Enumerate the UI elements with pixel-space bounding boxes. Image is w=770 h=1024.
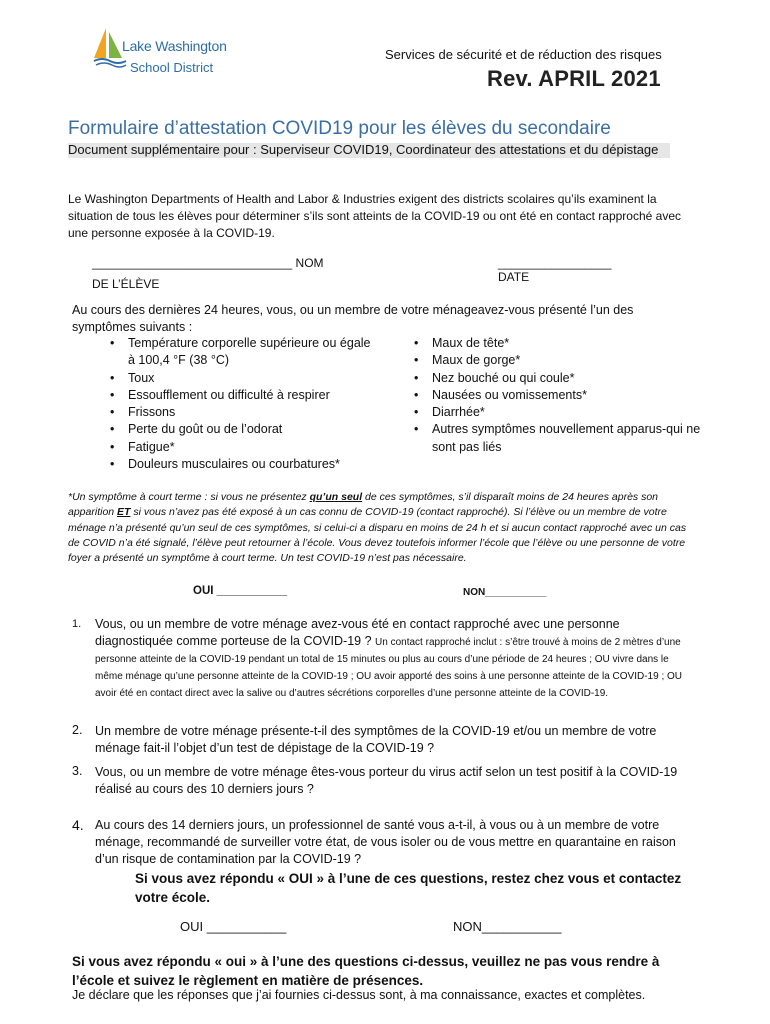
no-answer-field-2[interactable]: NON___________	[453, 919, 562, 934]
stay-home-instruction: Si vous avez répondu « OUI » à l’une de ces questions, restez chez vous et contactez votre école.	[135, 871, 682, 905]
district-logo	[92, 26, 232, 81]
intro-paragraph: Le Washington Departments of Health and Labor & Industries exigent des districts scolaires qu’ils examinent la situation de tous les élèves pour déterminer s’ils sont atteints de la COVID-19 ou ont été en contact rapproché avec une personne exposée à la COVID-19.	[68, 192, 682, 240]
question-1-detail: Un contact rapproché inclut : s’être trouvé à moins de 2 mètres d’une personne atteinte de la COVID-19 pendant un total de 15 minutes ou plus au cours d’une période de 24 heures ; OU vivre dans le même ménage qu’une personne atteinte de la COVID-19 ; OU avoir apporté des soins à une personne atteinte de la COVID-19 ; OU avoir été en contact direct avec la salive ou d’autres sécrétions corporelles d’une personne atteinte de la COVID-19.	[95, 637, 682, 699]
declaration-statement: Je déclare que les réponses que j’ai fournies ci-dessus sont, à ma connaissance, exactes et complètes.	[72, 988, 646, 1002]
list-item: • Douleurs musculaires ou courbatures*	[102, 456, 372, 473]
student-name-field[interactable]: ______________________________ NOM	[92, 256, 324, 270]
yes-answer-field-1[interactable]: OUI ___________	[193, 585, 287, 597]
question-4: Au cours des 14 derniers jours, un professionnel de santé vous a-t-il, à vous ou à un membre de votre ménage, recommandé de surveiller votre état, de vous isoler ou de vous mettre en quarantaine en raison d’un risque de contamination par la COVID-19 ?	[95, 818, 676, 866]
no-answer-field-1[interactable]: NON___________	[463, 587, 547, 598]
date-field[interactable]: _________________	[498, 256, 612, 270]
question-3: Vous, ou un membre de votre ménage êtes-vous porteur du virus actif selon un test positif à la COVID-19 réalisé au cours des 10 derniers jours ?	[95, 765, 678, 796]
revision-label: Rev. APRIL 2021	[487, 66, 661, 91]
list-item: • Perte du goût ou de l’odorat	[102, 421, 372, 438]
question-3-number: 3.	[72, 764, 83, 778]
note-text: *Un symptôme à court terme : si vous ne présentez	[68, 491, 310, 503]
list-item: • Nausées ou vomissements*	[406, 387, 706, 404]
question-1-text: Vous, ou un membre de votre ménage avez-vous été en contact rapproché avec une personne diagnostiquée comme porteuse de la COVID-19 ?	[95, 617, 620, 648]
list-item: • Température corporelle supérieure ou égale à 100,4 °F (38 °C)	[102, 335, 372, 370]
symptoms-list-right	[406, 335, 706, 456]
logo-line2: School District	[130, 60, 214, 75]
list-item: • Nez bouché ou qui coule*	[406, 370, 706, 387]
symptoms-list-left	[102, 335, 372, 473]
question-2: Un membre de votre ménage présente-t-il des symptômes de la COVID-19 et/ou un membre de votre ménage fait-il l’objet d’un test de dépistage de la COVID-19 ?	[95, 724, 657, 755]
logo-line1: Lake Washington	[122, 38, 227, 54]
note-emphasis: ET	[117, 506, 131, 519]
symptoms-intro: Au cours des dernières 24 heures, vous, ou un membre de votre ménageavez-vous présenté l’un des symptômes suivants :	[72, 303, 634, 334]
note-text: si vous n’avez pas été exposé à un cas connu de COVID-19 (contact rapproché). Si l’élève ou un membre de votre ménage n’a présenté qu’un seul de ces symptômes, si celui-ci a disparu en moins de 24 h et si aucun contact rapproché avec un cas de COVID n’a été signalé, l’élève peut retourner à l’école. Vous devez toutefois informer l’école que l’élève ou une personne de votre foyer a présenté un symptôme à court terme. Un test COVID-19 n’est pas nécessaire.	[68, 506, 687, 565]
list-item: • Maux de gorge*	[406, 352, 706, 369]
form-title: Formulaire d’attestation COVID19 pour les élèves du secondaire	[68, 118, 611, 139]
student-name-label: DE L’ÉLÈVE	[92, 277, 160, 291]
list-item: • Diarrhée*	[406, 404, 706, 421]
yes-answer-field-2[interactable]: OUI ___________	[180, 919, 287, 934]
question-4-number: 4.	[72, 817, 84, 833]
question-2-number: 2.	[72, 723, 83, 737]
list-item: • Toux	[102, 370, 372, 387]
date-label: DATE	[498, 270, 530, 284]
list-item: • Autres symptômes nouvellement apparus-qui ne sont pas liés	[406, 421, 706, 456]
attendance-instruction: Si vous avez répondu « oui » à l’une des questions ci-dessus, veuillez ne pas vous rendre à l’école et suivez le règlement en matière de présences.	[72, 954, 660, 988]
services-heading: Services de sécurité et de réduction des risques	[385, 47, 662, 62]
list-item: • Essoufflement ou difficulté à respirer	[102, 387, 372, 404]
list-item: • Fatigue*	[102, 439, 372, 456]
supplementary-line: Document supplémentaire pour : Superviseur COVID19, Coordinateur des attestations et du dépistage	[68, 142, 659, 157]
note-emphasis: qu’un seul	[309, 491, 363, 503]
question-1	[95, 616, 695, 701]
short-term-symptom-note	[68, 490, 688, 566]
list-item: • Frissons	[102, 404, 372, 421]
question-1-number: 1.	[72, 618, 82, 630]
list-item: • Maux de tête*	[406, 335, 706, 352]
note-text: de ces symptômes, s’il disparaît moins de 24 heures après son apparition	[68, 491, 659, 519]
